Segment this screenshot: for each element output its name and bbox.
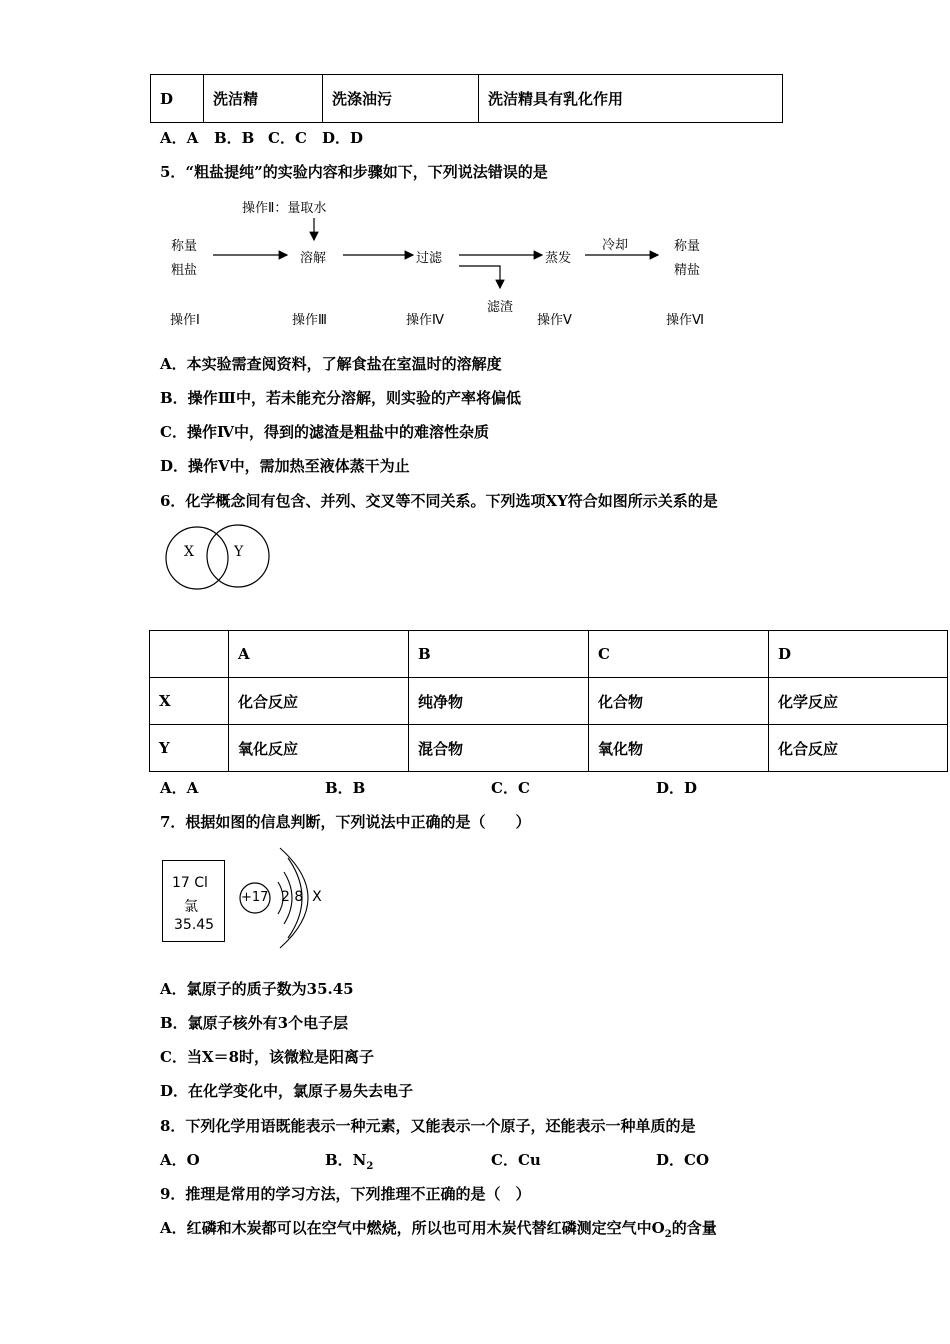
q5-option-c: C．操作Ⅳ中，得到的滤渣是粗盐中的难溶性杂质 — [160, 423, 489, 441]
weigh-fine-label: 称量 — [674, 239, 701, 254]
q6-table-cell: Y — [150, 725, 229, 772]
q4-choice-b: B．B — [214, 129, 255, 147]
q6-table-cell: 化学反应 — [769, 678, 948, 725]
q6-table-row-y — [150, 725, 948, 772]
venn-diagram — [160, 523, 280, 593]
diagram-arrows — [0, 0, 950, 340]
q9-stem: 9．推理是常用的学习方法，下列推理不正确的是（ ） — [160, 1185, 531, 1203]
q8-stem: 8．下列化学用语既能表示一种元素，又能表示一个原子，还能表示一种单质的是 — [160, 1117, 696, 1135]
element-number-symbol: 17 Cl — [172, 875, 208, 891]
q5-option-d: D．操作Ⅴ中，需加热至液体蒸干为止 — [160, 457, 410, 475]
evaporate-label: 蒸发 — [545, 251, 572, 266]
cool-label: 冷却 — [602, 238, 629, 253]
nucleus-charge: +17 — [241, 890, 269, 905]
q7-option-c: C．当X＝8时，该微粒是阳离子 — [160, 1048, 375, 1066]
q6-choice-a: A．A — [160, 779, 199, 797]
top-table-cell: 洗洁精 — [204, 75, 323, 123]
op1-label: 操作Ⅰ — [170, 313, 200, 328]
venn-label-y: Y — [234, 544, 244, 560]
q6-table-cell: 化合物 — [589, 678, 769, 725]
q6-table-cell — [150, 631, 229, 678]
q6-table-cell: X — [150, 678, 229, 725]
q9-option-a-subscript: 2 — [664, 1229, 672, 1240]
q8-choice-d: D．CO — [656, 1151, 710, 1169]
top-table-cell: D — [151, 75, 204, 123]
arrow-filter-to-residue — [459, 266, 500, 288]
q6-table-header-row — [150, 631, 948, 678]
q9-option-a-tail: 的含量 — [671, 1219, 717, 1237]
q7-option-d: D．在化学变化中，氯原子易失去电子 — [160, 1082, 414, 1100]
q6-choice-d: D．D — [656, 779, 698, 797]
element-mass: 35.45 — [174, 917, 215, 933]
q8-choice-a: A．O — [160, 1151, 200, 1169]
q6-choice-c: C．C — [491, 779, 530, 797]
q8-choice-b-text: B．N — [325, 1151, 367, 1169]
q6-table-cell: A — [229, 631, 409, 678]
q9-option-a-text: A．红磷和木炭都可以在空气中燃烧，所以也可用木炭代替红磷测定空气中O — [160, 1219, 665, 1237]
electron-counts: 2 8 X — [281, 889, 322, 905]
venn-label-x: X — [184, 544, 194, 560]
q6-table-cell: D — [769, 631, 948, 678]
q6-stem: 6．化学概念间有包含、并列、交叉等不同关系。下列选项XY符合如图所示关系的是 — [160, 492, 718, 510]
chlorine-element-card — [162, 860, 225, 942]
q9-option-a — [160, 1217, 717, 1240]
q6-table-cell: 氧化物 — [589, 725, 769, 772]
op4-label: 操作Ⅳ — [406, 313, 444, 328]
op3-label: 操作Ⅲ — [292, 313, 327, 328]
element-name: 氯 — [184, 899, 198, 915]
op2-label: 操作Ⅱ：量取水 — [242, 201, 327, 216]
q6-table-cell: B — [409, 631, 589, 678]
top-table-cell: 洗涤油污 — [323, 75, 479, 123]
op6-label: 操作Ⅵ — [666, 313, 704, 328]
q6-table-cell: 氧化反应 — [229, 725, 409, 772]
q8-choice-c: C．Cu — [491, 1151, 541, 1169]
q6-table-cell: C — [589, 631, 769, 678]
q6-table-row-x — [150, 678, 948, 725]
q4-choice-a: A．A — [160, 129, 199, 147]
weigh-crude-label: 称量 — [171, 239, 198, 254]
q5-stem: 5．“粗盐提纯”的实验内容和步骤如下，下列说法错误的是 — [160, 163, 548, 181]
q7-stem: 7．根据如图的信息判断，下列说法中正确的是（ ） — [160, 813, 531, 831]
q6-table-cell: 混合物 — [409, 725, 589, 772]
residue-label: 滤渣 — [487, 300, 514, 315]
fine-salt-label: 精盐 — [674, 263, 701, 278]
op5-label: 操作Ⅴ — [537, 313, 572, 328]
q6-table-cell: 纯净物 — [409, 678, 589, 725]
q6-table — [149, 630, 948, 772]
q6-table-cell: 化合反应 — [769, 725, 948, 772]
q6-choice-b: B．B — [325, 779, 366, 797]
filter-label: 过滤 — [416, 251, 443, 266]
top-table-cell: 洗洁精具有乳化作用 — [479, 75, 783, 123]
q6-table-cell: 化合反应 — [229, 678, 409, 725]
crude-salt-label: 粗盐 — [171, 263, 198, 278]
q5-option-b: B．操作Ⅲ中，若未能充分溶解，则实验的产率将偏低 — [160, 389, 521, 407]
q7-option-b: B．氯原子核外有3个电子层 — [160, 1014, 349, 1032]
q8-choice-b — [325, 1149, 373, 1172]
q7-option-a: A．氯原子的质子数为35.45 — [160, 980, 354, 998]
dissolve-label: 溶解 — [300, 251, 327, 266]
q4-choice-c: C．C — [268, 129, 307, 147]
q4-choice-d: D．D — [322, 129, 364, 147]
q5-option-a: A．本实验需查阅资料，了解食盐在室温时的溶解度 — [160, 355, 502, 373]
q8-choice-b-subscript: 2 — [366, 1161, 374, 1172]
